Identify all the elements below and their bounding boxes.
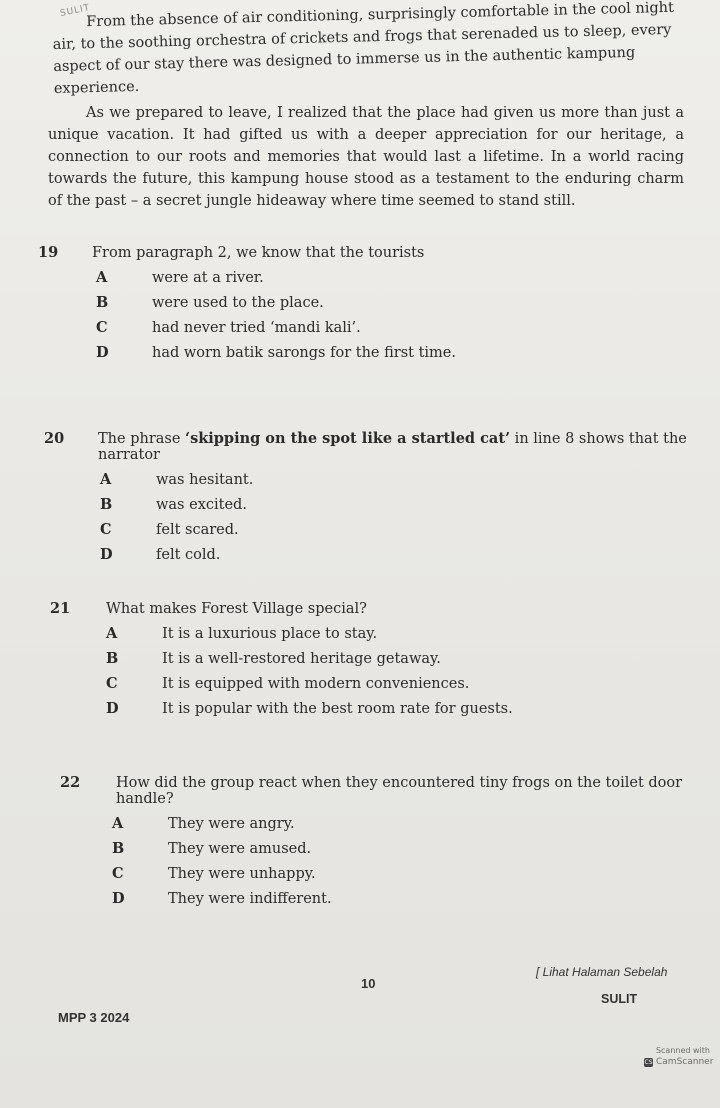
question-stem-row — [38, 244, 678, 261]
option-letter: A — [112, 815, 124, 832]
page-number: 10 — [361, 976, 376, 991]
passage-paragraph-end — [52, 0, 682, 100]
option-text: were used to the place. — [152, 295, 324, 311]
option-b[interactable] — [112, 840, 700, 857]
option-text: had worn batik sarongs for the first time. — [152, 345, 456, 361]
option-text: It is popular with the best room rate for guests. — [162, 701, 513, 717]
option-d[interactable] — [100, 546, 704, 563]
passage-text: As we prepared to leave, I realized that the place had given us more than just a unique vacation. It had gifted us with a deeper appreciation for our heritage, a connection to our roots and memories that would last a lifetime. In a world racing towards the future, this kampung house stood as a testament to the enduring charm of the past – a secret jungle hideaway where time seemed to stand still. — [48, 105, 684, 209]
option-d[interactable] — [106, 700, 690, 717]
option-letter: D — [100, 546, 113, 563]
question-stem: From paragraph 2, we know that the tourists — [92, 245, 425, 261]
question-stem-row — [44, 430, 704, 463]
option-text: It is a well-restored heritage getaway. — [162, 651, 441, 667]
option-b[interactable] — [96, 294, 678, 311]
option-text: was excited. — [156, 497, 247, 513]
option-letter: B — [106, 650, 119, 667]
option-text: felt cold. — [156, 547, 221, 563]
option-d[interactable] — [96, 344, 678, 361]
option-letter: C — [112, 865, 124, 882]
passage-paragraph-last — [48, 102, 684, 212]
option-letter: D — [96, 344, 109, 361]
option-text: They were indifferent. — [168, 891, 332, 907]
option-letter: B — [112, 840, 125, 857]
option-letter: D — [112, 890, 125, 907]
option-letter: A — [100, 471, 112, 488]
option-letter: C — [96, 319, 108, 336]
option-text: It is equipped with modern conveniences. — [162, 676, 470, 692]
question-stem — [98, 430, 704, 463]
option-letter: A — [96, 269, 108, 286]
stem-prefix: The phrase — [98, 431, 186, 447]
option-d[interactable] — [112, 890, 700, 907]
option-a[interactable] — [112, 815, 700, 832]
next-page-note: [ Lihat Halaman Sebelah — [536, 965, 668, 979]
option-text: were at a river. — [152, 270, 264, 286]
option-letter: B — [100, 496, 113, 513]
header-stamp: SULIT — [59, 2, 92, 20]
question-number: 22 — [60, 774, 81, 791]
option-b[interactable] — [106, 650, 690, 667]
option-letter: C — [106, 675, 118, 692]
camscanner-logo-icon: CS — [644, 1058, 653, 1066]
scanned-with-label: Scanned with — [655, 1046, 710, 1055]
question-21 — [50, 600, 690, 717]
scanner-brand — [644, 1057, 720, 1067]
question-number: 21 — [50, 600, 71, 617]
option-a[interactable] — [106, 625, 690, 642]
scanner-brand-name: CamScanner — [656, 1057, 714, 1067]
option-a[interactable] — [100, 471, 704, 488]
question-stem: What makes Forest Village special? — [106, 601, 367, 617]
option-letter: C — [100, 521, 112, 538]
exam-code: MPP 3 2024 — [58, 1010, 130, 1025]
question-number: 19 — [38, 244, 59, 261]
question-number: 20 — [44, 430, 65, 447]
option-letter: A — [106, 625, 118, 642]
question-20 — [44, 430, 704, 563]
option-b[interactable] — [100, 496, 704, 513]
option-letter: D — [106, 700, 119, 717]
option-text: They were amused. — [168, 841, 312, 857]
question-stem: How did the group react when they encountered tiny frogs on the toilet door handle? — [116, 775, 683, 807]
scanner-watermark — [644, 1046, 720, 1067]
option-text: They were unhappy. — [168, 866, 316, 882]
option-text: They were angry. — [168, 816, 295, 832]
option-text: It is a luxurious place to stay. — [162, 626, 378, 642]
classification-label: SULIT — [601, 992, 638, 1006]
option-c[interactable] — [106, 675, 690, 692]
stem-suffix: in line 8 shows that the narrator — [98, 431, 687, 463]
option-a[interactable] — [96, 269, 678, 286]
option-text: was hesitant. — [156, 472, 254, 488]
question-22 — [60, 774, 700, 907]
option-c[interactable] — [96, 319, 678, 336]
option-text: felt scared. — [156, 522, 239, 538]
question-stem-row — [60, 774, 700, 807]
option-c[interactable] — [112, 865, 700, 882]
question-19 — [38, 244, 678, 361]
option-c[interactable] — [100, 521, 704, 538]
stem-quoted-phrase: ‘skipping on the spot like a startled cat’ — [185, 430, 511, 447]
option-letter: B — [96, 294, 109, 311]
option-text: had never tried ‘mandi kali’. — [152, 320, 361, 336]
question-stem-row — [50, 600, 690, 617]
passage-text: From the absence of air conditioning, surprisingly comfortable in the cool night air, to the soothing orchestra of crickets and frogs that serenaded us to sleep, every aspect of our stay there was designed to immerse us in the authentic kampung experience. — [52, 0, 675, 97]
